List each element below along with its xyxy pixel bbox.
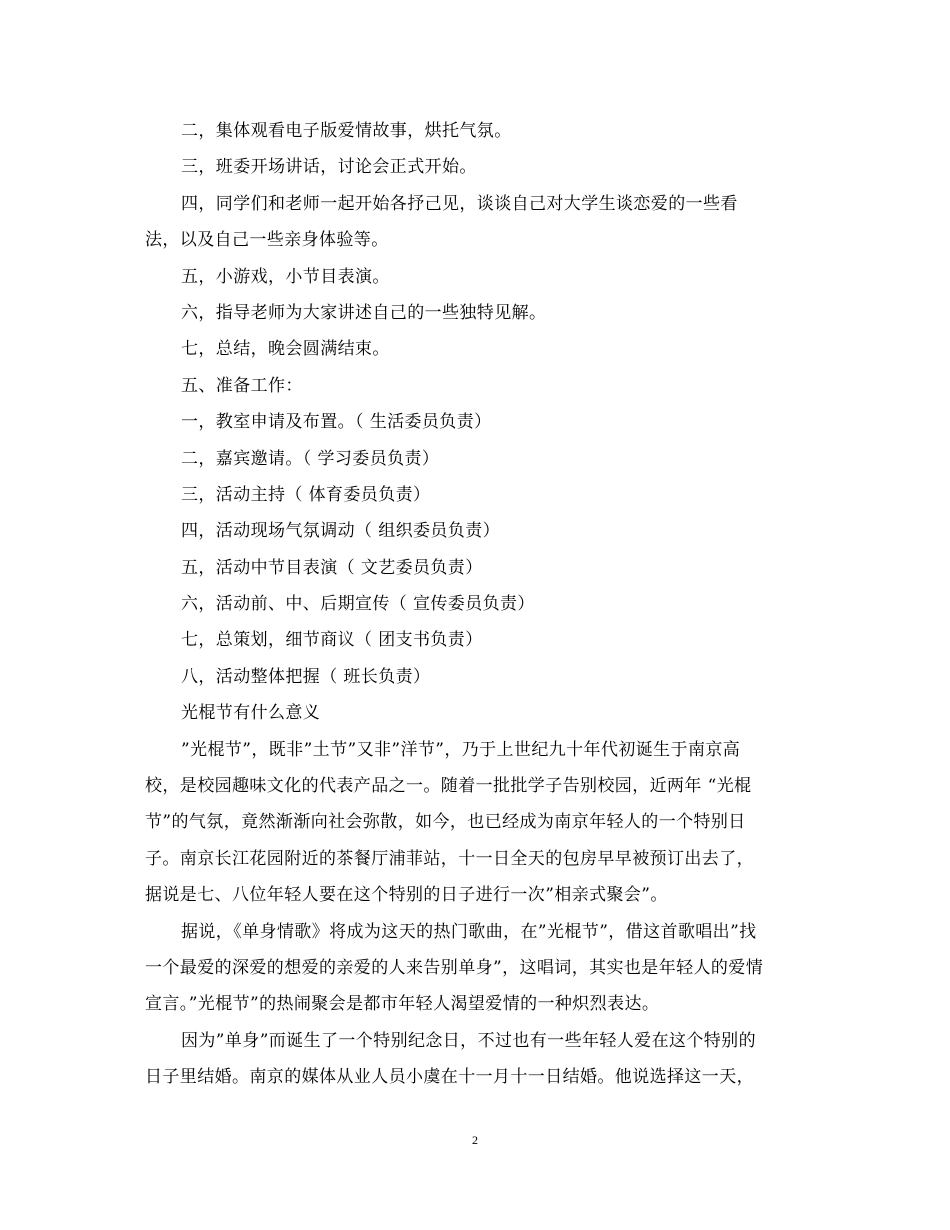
- text-line: 二，嘉宾邀请。（ 学习委员负责）: [181, 448, 440, 469]
- text-line: 八，活动整体把握（ 班长负责）: [181, 666, 431, 687]
- text-line: 三，活动主持（ 体育委员负责）: [181, 484, 431, 505]
- text-line: 七，总策划，细节商议（ 团支书负责）: [181, 630, 483, 651]
- text-line: 据说是七、八位年轻人要在这个特别的日子进行一次”相亲式聚会”。: [145, 885, 668, 906]
- text-line: 六，指导老师为大家讲述自己的一些独特见解。: [181, 302, 547, 323]
- text-line: 四，活动现场气氛调动（ 组织委员负责）: [181, 521, 501, 542]
- page-number: 2: [472, 1133, 478, 1147]
- text-line: 因为”单身”而诞生了一个特别纪念日，不过也有一些年轻人爱在这个特别的: [181, 1030, 756, 1051]
- text-line: 宣言。”光棍节”的热闹聚会是都市年轻人渴望爱情的一种炽烈表达。: [145, 994, 660, 1015]
- text-line: 光棍节有什么意义: [181, 703, 321, 724]
- text-line: 五、准备工作：: [181, 375, 303, 396]
- text-line: 四，同学们和老师一起开始各抒己见，谈谈自己对大学生谈恋爱的一些看: [181, 193, 738, 214]
- text-line: ”光棍节”，既非”土节”又非”洋节”，乃于上世纪九十年代初诞生于南京高: [181, 739, 741, 760]
- text-line: 二，集体观看电子版爱情故事，烘托气氛。: [181, 121, 512, 141]
- text-line: 据说，《单身情歌》将成为这天的热门歌曲，在”光棍节”，借这首歌唱出”找: [181, 921, 757, 942]
- text-line: 校，是校园趣味文化的代表产品之一。随着一批批学子告别校园，近两年 “光棍: [145, 776, 752, 797]
- text-line: 五，小游戏，小节目表演。: [181, 266, 390, 287]
- text-line: 七，总结，晚会圆满结束。: [181, 339, 390, 360]
- text-line: 五，活动中节目表演（ 文艺委员负责）: [181, 557, 483, 578]
- text-line: 三，班委开场讲话，讨论会正式开始。: [181, 157, 477, 178]
- text-line: 日子里结婚。南京的媒体从业人员小虞在十一月十一日结婚。他说选择这一天，: [145, 1067, 754, 1088]
- text-line: 子。南京长江花园附近的茶餐厅浦菲站，十一日全天的包房早早被预订出去了，: [145, 848, 754, 869]
- text-line: 一个最爱的深爱的想爱的亲爱的人来告别单身”，这唱词，其实也是年轻人的爱情: [145, 957, 764, 978]
- text-line: 节”的气氛，竟然渐渐向社会弥散，如今，也已经成为南京年轻人的一个特别日: [145, 812, 746, 833]
- text-line: 法，以及自己一些亲身体验等。: [145, 230, 389, 251]
- text-line: 一，教室申请及布置。（ 生活委员负责）: [181, 412, 492, 433]
- text-line: 六，活动前、中、后期宣传（ 宣传委员负责）: [181, 594, 535, 615]
- document-body: [145, 113, 805, 1096]
